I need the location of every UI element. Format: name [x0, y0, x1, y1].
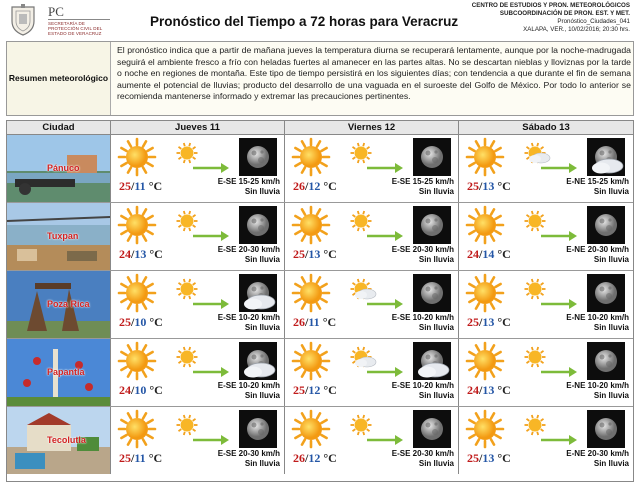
city-cell [7, 407, 111, 474]
temp-separator: / [131, 247, 135, 261]
state-emblem-icon [8, 3, 38, 37]
wind-speed: E-SE 10-20 km/h [391, 313, 454, 322]
sun-icon [291, 409, 331, 454]
wind-speed: E-NE 15-25 km/h [566, 177, 629, 186]
sun-icon [465, 409, 505, 454]
moon-icon [587, 342, 625, 385]
temp-separator: / [479, 315, 483, 329]
institution-block [472, 2, 630, 34]
temp-max: 25 [467, 315, 479, 329]
rain-status: Sin lluvia [244, 255, 280, 264]
temperature [467, 383, 511, 398]
rain-status: Sin lluvia [244, 323, 280, 332]
wind-speed: E-NE 10-20 km/h [566, 381, 629, 390]
temp-unit: °C [149, 247, 163, 261]
sun-icon [465, 341, 505, 386]
temp-separator: / [131, 451, 135, 465]
temp-separator: / [479, 451, 483, 465]
wind-info [566, 381, 629, 401]
column-header-day-3: Sábado 13 [459, 121, 633, 135]
temperature [293, 247, 337, 262]
temp-max: 25 [467, 451, 479, 465]
temp-unit: °C [322, 315, 337, 329]
column-header-day-1: Jueves 11 [111, 121, 285, 135]
temp-min: 10 [134, 383, 147, 397]
temp-min: 14 [482, 247, 495, 261]
temp-separator: / [305, 315, 309, 329]
temp-separator: / [479, 383, 483, 397]
rain-status: Sin lluvia [418, 323, 454, 332]
wind-speed: E-SE 20-30 km/h [391, 245, 454, 254]
rain-status: Sin lluvia [418, 187, 454, 196]
rain-status: Sin lluvia [593, 255, 629, 264]
sunny-trend-icon [175, 345, 229, 386]
wind-speed: E-SE 15-25 km/h [391, 177, 454, 186]
moon-icon [239, 138, 277, 181]
document-id: Pronóstico_Ciudades_041 [557, 18, 630, 25]
wind-info [392, 449, 454, 469]
rain-status: Sin lluvia [418, 459, 454, 468]
sun-icon [465, 137, 505, 182]
sun-icon [117, 205, 157, 250]
wind-info [566, 313, 629, 333]
temperature [119, 247, 163, 262]
wind-speed: E-NE 10-20 km/h [566, 313, 629, 322]
summary-label: Resumen meteorológico [7, 42, 111, 115]
forecast-cell-day-1 [111, 339, 285, 406]
wind-info [218, 313, 280, 333]
wind-info [218, 449, 280, 469]
moon-icon [587, 410, 625, 453]
institution-line-2: SUBCOORDINACIÓN DE PRON. EST. Y MET. [499, 10, 630, 17]
temp-max: 25 [467, 179, 479, 193]
sunny-trend-icon [523, 413, 577, 454]
sun-icon [291, 205, 331, 250]
temp-separator: / [131, 383, 135, 397]
temp-min: 11 [134, 179, 146, 193]
temp-max: 24 [467, 383, 479, 397]
temperature [119, 383, 163, 398]
temp-min: 13 [482, 383, 495, 397]
temp-min: 13 [482, 451, 495, 465]
rain-status: Sin lluvia [244, 187, 280, 196]
temp-separator: / [131, 179, 135, 193]
city-row [7, 407, 633, 475]
wind-info [218, 177, 280, 197]
sun-icon [117, 273, 157, 318]
sunny-trend-icon [349, 209, 403, 250]
temp-max: 26 [293, 179, 305, 193]
wind-speed: E-SE 15-25 km/h [217, 177, 280, 186]
summary-box [6, 41, 634, 116]
forecast-cell-day-1 [111, 271, 285, 338]
temperature [119, 179, 162, 194]
temp-min: 11 [308, 315, 320, 329]
page-title: Pronóstico del Tiempo a 72 horas para Veracruz [150, 14, 459, 29]
temperature [119, 451, 162, 466]
temp-min: 13 [308, 247, 321, 261]
temp-min: 10 [134, 315, 147, 329]
temp-unit: °C [497, 383, 511, 397]
temp-max: 26 [293, 315, 305, 329]
rain-status: Sin lluvia [244, 391, 280, 400]
temp-unit: °C [497, 179, 511, 193]
city-name: Tecolutla [47, 435, 86, 445]
temp-min: 11 [134, 451, 146, 465]
city-cell [7, 135, 111, 202]
wind-speed: E-SE 10-20 km/h [217, 313, 280, 322]
temp-max: 24 [119, 247, 131, 261]
temp-max: 25 [119, 451, 131, 465]
rain-status: Sin lluvia [593, 459, 629, 468]
forecast-cell-day-3 [459, 135, 633, 202]
moon-cloud-icon [587, 138, 625, 181]
temperature [293, 315, 336, 330]
wind-info [566, 449, 629, 469]
rain-status: Sin lluvia [418, 391, 454, 400]
temp-min: 13 [482, 315, 495, 329]
page-header [0, 0, 640, 40]
wind-speed: E-SE 10-20 km/h [391, 381, 454, 390]
moon-cloud-icon [413, 342, 451, 385]
temp-separator: / [305, 451, 309, 465]
sun-icon [117, 137, 157, 182]
moon-icon [413, 138, 451, 181]
wind-speed: E-SE 20-30 km/h [217, 449, 280, 458]
moon-icon [587, 206, 625, 249]
wind-info [566, 177, 629, 197]
sun-icon [465, 273, 505, 318]
temp-separator: / [131, 315, 135, 329]
city-name: Poza Rica [47, 299, 90, 309]
temp-separator: / [305, 247, 309, 261]
rain-status: Sin lluvia [593, 323, 629, 332]
moon-icon [413, 206, 451, 249]
temperature [293, 179, 337, 194]
temp-unit: °C [323, 383, 337, 397]
forecast-cell-day-3 [459, 339, 633, 406]
rain-status: Sin lluvia [418, 255, 454, 264]
wind-info [392, 381, 454, 401]
city-cell [7, 271, 111, 338]
rain-status: Sin lluvia [244, 459, 280, 468]
partly-cloudy-trend-icon [523, 141, 577, 182]
sunny-trend-icon [349, 141, 403, 182]
temperature [467, 179, 511, 194]
temperature [467, 451, 511, 466]
temp-unit: °C [497, 451, 511, 465]
wind-speed: E-SE 20-30 km/h [217, 245, 280, 254]
moon-cloud-icon [239, 342, 277, 385]
wind-info [392, 177, 454, 197]
city-cell [7, 339, 111, 406]
temp-min: 12 [308, 451, 321, 465]
temperature [293, 383, 337, 398]
moon-icon [239, 206, 277, 249]
institution-line-1: CENTRO DE ESTUDIOS Y PRON. METEOROLÓGICOS [471, 2, 630, 9]
temp-max: 25 [293, 383, 305, 397]
wind-info [566, 245, 629, 265]
column-header-day-2: Viernes 12 [285, 121, 459, 135]
temp-min: 13 [482, 179, 495, 193]
temp-max: 26 [293, 451, 305, 465]
temp-max: 25 [119, 179, 131, 193]
city-cell [7, 203, 111, 270]
wind-speed: E-SE 20-30 km/h [391, 449, 454, 458]
city-name: Papantla [47, 367, 85, 377]
agency-logo [48, 5, 110, 36]
sunny-trend-icon [523, 345, 577, 386]
wind-info [218, 245, 280, 265]
temp-max: 24 [119, 383, 131, 397]
wind-info [392, 245, 454, 265]
sun-icon [465, 205, 505, 250]
wind-info [392, 313, 454, 333]
temp-min: 12 [308, 179, 321, 193]
temp-min: 12 [308, 383, 321, 397]
wind-speed: E-NE 20-30 km/h [566, 245, 629, 254]
forecast-table [6, 120, 634, 482]
forecast-cell-day-3 [459, 407, 633, 474]
sun-icon [117, 341, 157, 386]
temp-unit: °C [497, 247, 511, 261]
city-row [7, 339, 633, 407]
sun-icon [117, 409, 157, 454]
agency-short: PC [48, 4, 64, 19]
temp-separator: / [479, 247, 483, 261]
temp-unit: °C [149, 315, 163, 329]
temp-unit: °C [149, 383, 163, 397]
temp-max: 24 [467, 247, 479, 261]
sunny-trend-icon [523, 277, 577, 318]
forecast-cell-day-3 [459, 271, 633, 338]
temp-unit: °C [323, 247, 337, 261]
temp-unit: °C [497, 315, 511, 329]
issue-datetime: XALAPA, VER., 10/02/2016; 20:30 hrs. [523, 26, 630, 33]
moon-icon [239, 410, 277, 453]
sunny-trend-icon [175, 141, 229, 182]
temp-unit: °C [148, 451, 163, 465]
sunny-trend-icon [175, 413, 229, 454]
sunny-trend-icon [175, 209, 229, 250]
rain-status: Sin lluvia [593, 391, 629, 400]
forecast-cell-day-1 [111, 135, 285, 202]
city-row [7, 271, 633, 339]
forecast-cell-day-2 [285, 339, 459, 406]
city-name: Tuxpan [47, 231, 79, 241]
column-header-city: Ciudad [7, 121, 111, 135]
summary-text: El pronóstico indica que a partir de mañana jueves la temperatura diurna se recuperará lentamente, aunque por la noche-madrugada seguirá el ambiente fresco a frío con heladas fuertes al amanecer en las partes altas. No se descartan nieblas y lloviznas por la tarde o noche en regiones de montaña. Este tipo de tiempo persistirá en los siguientes días; con tendencia a que durante el fin de semana aumente el potencial de lluvias; producto del desarrollo de una vaguada en el suroeste del Golfo de México. Por todo lo anterior se recomienda mantenerse informado y extremar las precauciones pertinentes. [117, 45, 631, 102]
moon-icon [413, 410, 451, 453]
sun-icon [291, 273, 331, 318]
rain-status: Sin lluvia [593, 187, 629, 196]
city-row [7, 135, 633, 203]
forecast-cell-day-1 [111, 203, 285, 270]
temp-max: 25 [119, 315, 131, 329]
wind-speed: E-NE 20-30 km/h [566, 449, 629, 458]
temp-max: 25 [293, 247, 305, 261]
temp-min: 13 [134, 247, 147, 261]
temp-unit: °C [323, 179, 337, 193]
temperature [293, 451, 337, 466]
sunny-trend-icon [523, 209, 577, 250]
forecast-cell-day-2 [285, 203, 459, 270]
forecast-cell-day-2 [285, 407, 459, 474]
temp-separator: / [305, 179, 309, 193]
city-row [7, 203, 633, 271]
city-name: Pánuco [47, 163, 80, 173]
temp-unit: °C [148, 179, 163, 193]
partly-cloudy-trend-icon [349, 277, 403, 318]
temperature [467, 315, 511, 330]
wind-speed: E-SE 10-20 km/h [217, 381, 280, 390]
moon-icon [413, 274, 451, 317]
forecast-cell-day-3 [459, 203, 633, 270]
agency-name: SECRETARÍA DE PROTECCIÓN CIVIL DEL ESTADO DE VERACRUZ [48, 21, 103, 36]
temp-unit: °C [323, 451, 337, 465]
forecast-cell-day-1 [111, 407, 285, 474]
moon-icon [587, 274, 625, 317]
temp-separator: / [305, 383, 309, 397]
sunny-trend-icon [175, 277, 229, 318]
sun-icon [291, 137, 331, 182]
forecast-cell-day-2 [285, 135, 459, 202]
moon-cloud-icon [239, 274, 277, 317]
wind-info [218, 381, 280, 401]
temperature [119, 315, 163, 330]
sunny-trend-icon [349, 413, 403, 454]
temperature [467, 247, 511, 262]
sun-icon [291, 341, 331, 386]
forecast-cell-day-2 [285, 271, 459, 338]
partly-cloudy-trend-icon [349, 345, 403, 386]
temp-separator: / [479, 179, 483, 193]
